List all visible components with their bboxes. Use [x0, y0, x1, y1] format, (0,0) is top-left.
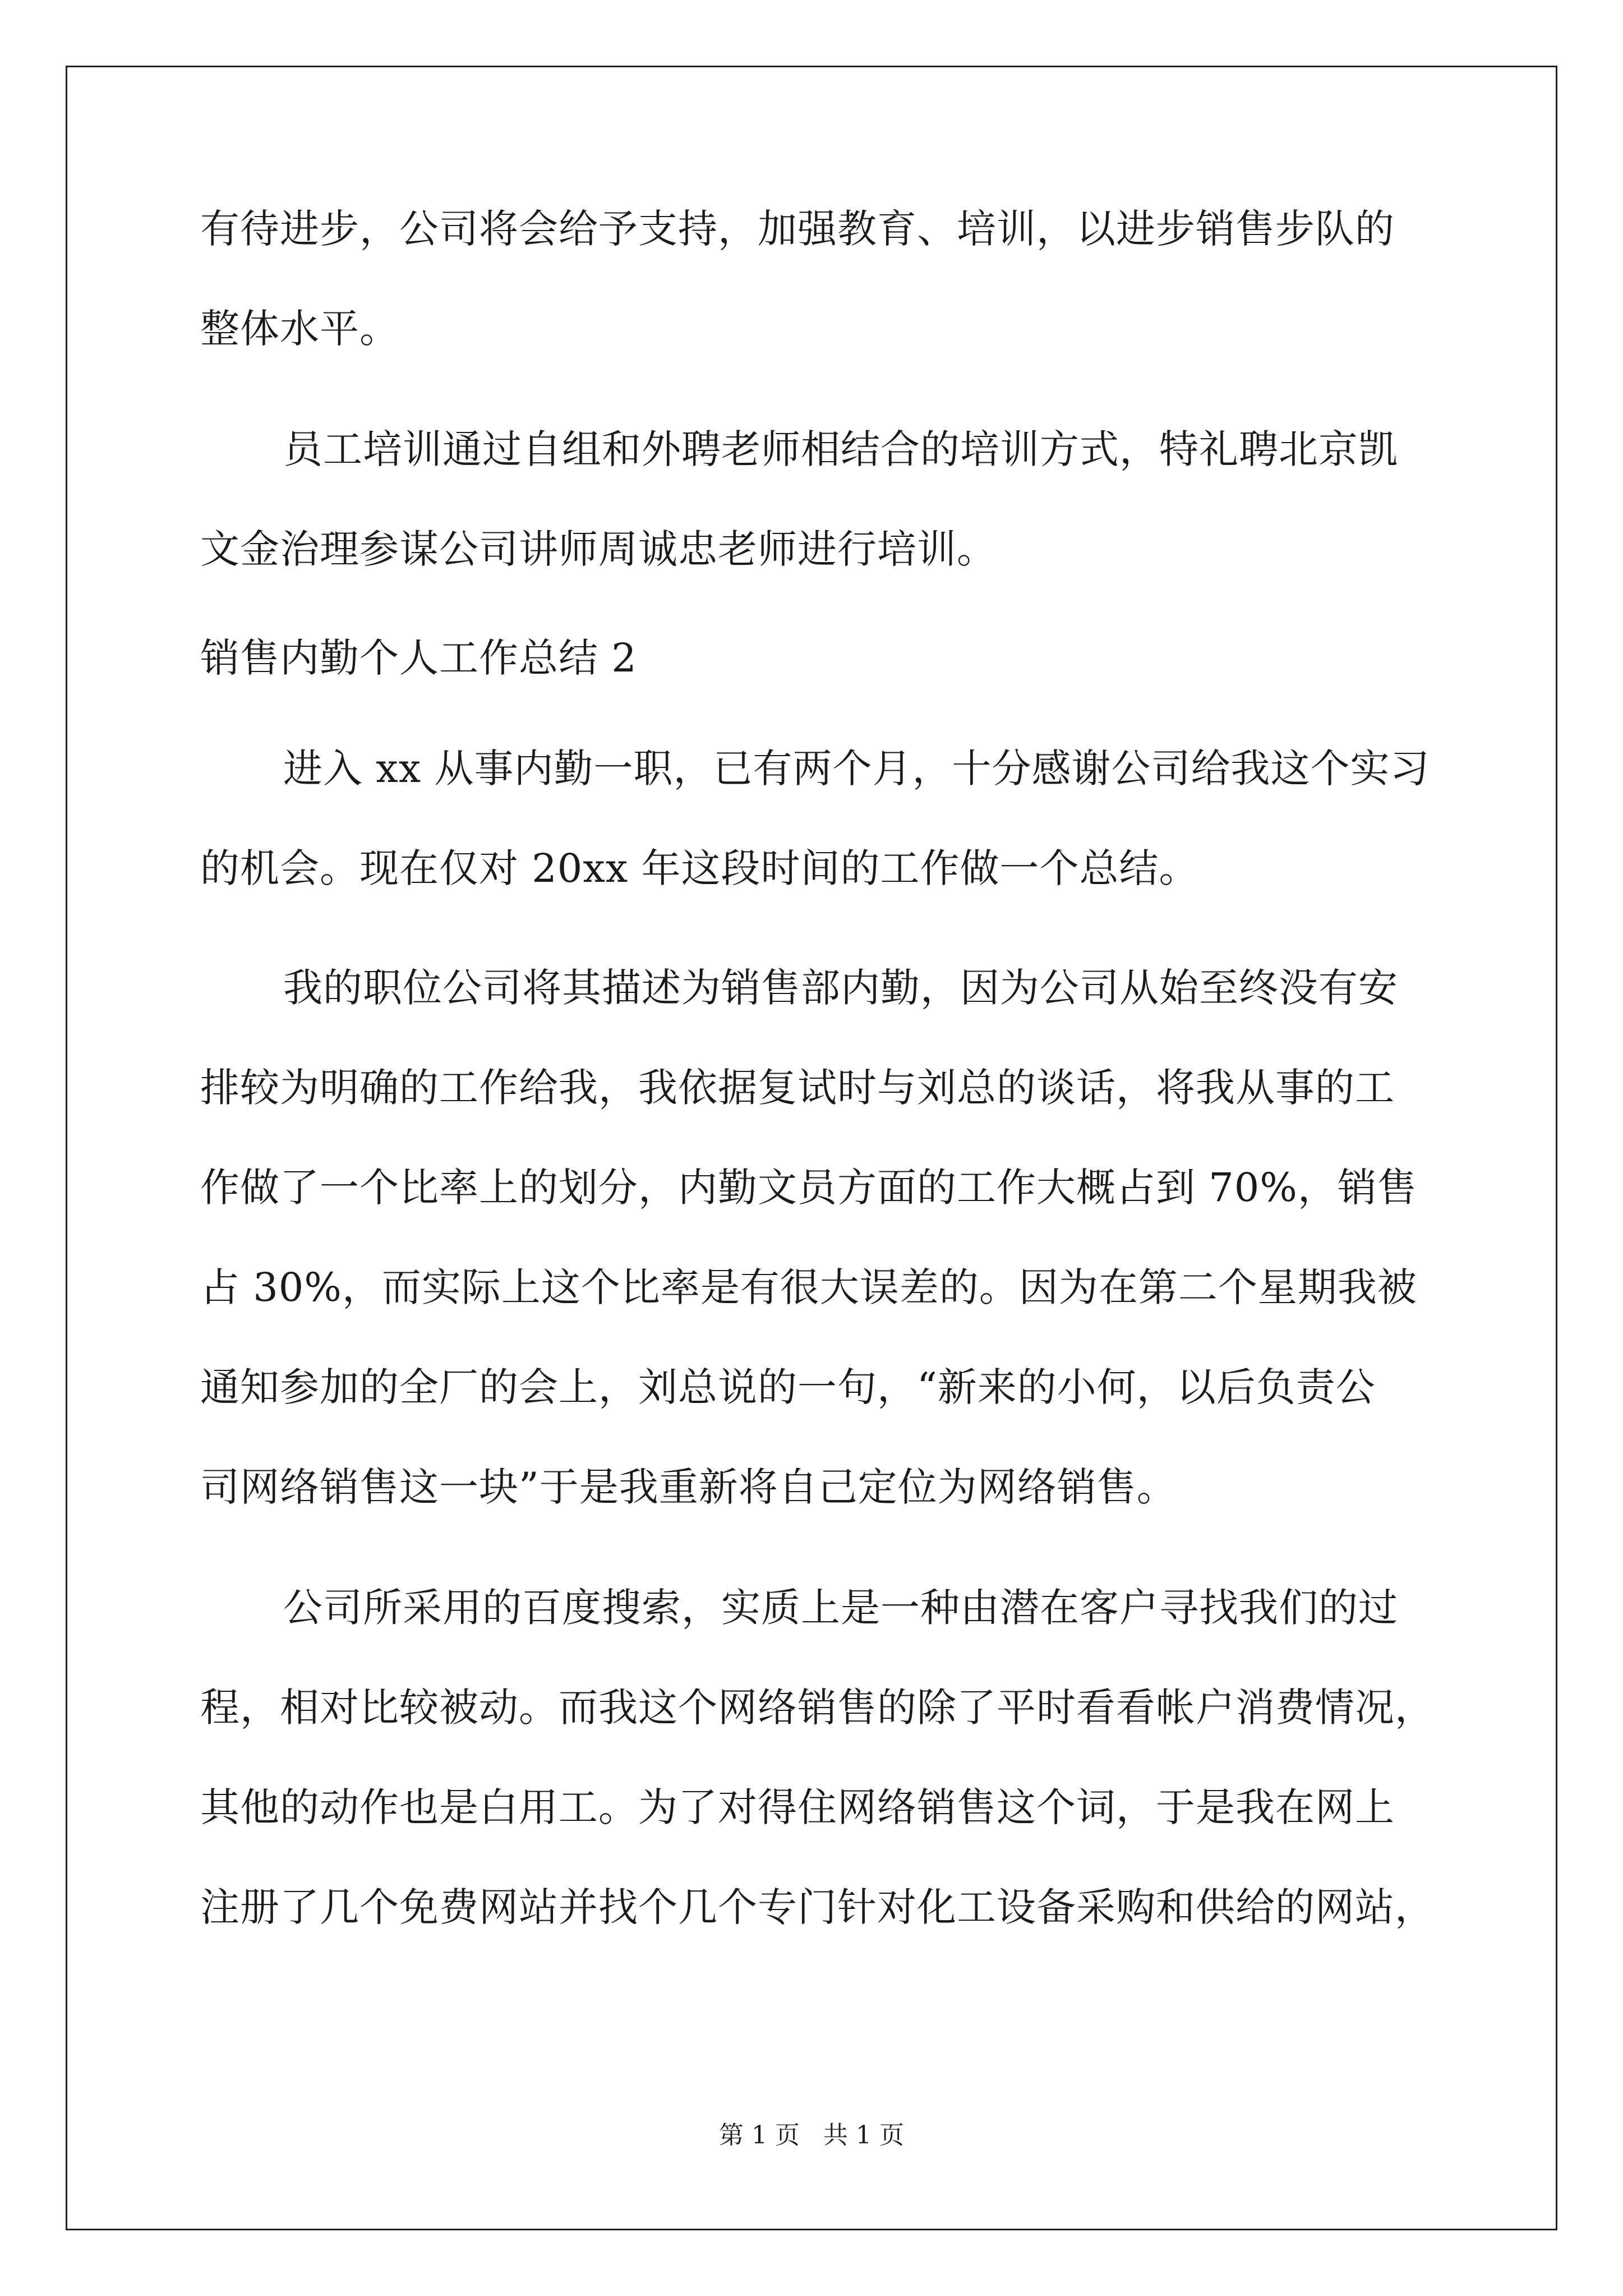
- text-line: 通知参加的全厂的会上，刘总说的一句，“新来的小何，以后负责公: [200, 1364, 1376, 1410]
- page-number-footer: 第 1 页 共 1 页: [719, 2121, 904, 2150]
- text-line: 进入 xx 从事内勤一职，已有两个月，十分感谢公司给我这个实习: [283, 746, 1430, 792]
- text-line: 员工培训通过自组和外聘老师相结合的培训方式，特礼聘北京凯: [283, 426, 1398, 472]
- text-line: 公司所采用的百度搜索，实质上是一种由潜在客户寻找我们的过: [283, 1585, 1398, 1631]
- text-line: 占 30%，而实际上这个比率是有很大误差的。因为在第二个星期我被: [200, 1264, 1417, 1310]
- text-line: 作做了一个比率上的划分，内勤文员方面的工作大概占到 70%，销售: [200, 1165, 1417, 1211]
- text-line: 的机会。现在仅对 20xx 年这段时间的工作做一个总结。: [200, 845, 1199, 891]
- text-line: 其他的动作也是白用工。为了对得住网络销售这个词，于是我在网上: [200, 1784, 1395, 1830]
- text-line: 文金治理参谋公司讲师周诚忠老师进行培训。: [200, 526, 997, 572]
- text-line: 我的职位公司将其描述为销售部内勤，因为公司从始至终没有安: [283, 965, 1398, 1011]
- text-line: 注册了几个免费网站并找个几个专门针对化工设备采购和供给的网站，: [200, 1884, 1435, 1930]
- section-heading: 销售内勤个人工作总结 2: [200, 635, 637, 681]
- text-line: 整体水平。: [200, 306, 399, 352]
- text-line: 有待进步，公司将会给予支持，加强教育、培训，以进步销售步队的: [200, 206, 1395, 252]
- text-line: 排较为明确的工作给我，我依据复试时与刘总的谈话，将我从事的工: [200, 1065, 1395, 1111]
- text-line: 司网络销售这一块”于是我重新将自己定位为网络销售。: [200, 1464, 1177, 1510]
- text-line: 程，相对比较被动。而我这个网络销售的除了平时看看帐户消费情况，: [200, 1685, 1435, 1731]
